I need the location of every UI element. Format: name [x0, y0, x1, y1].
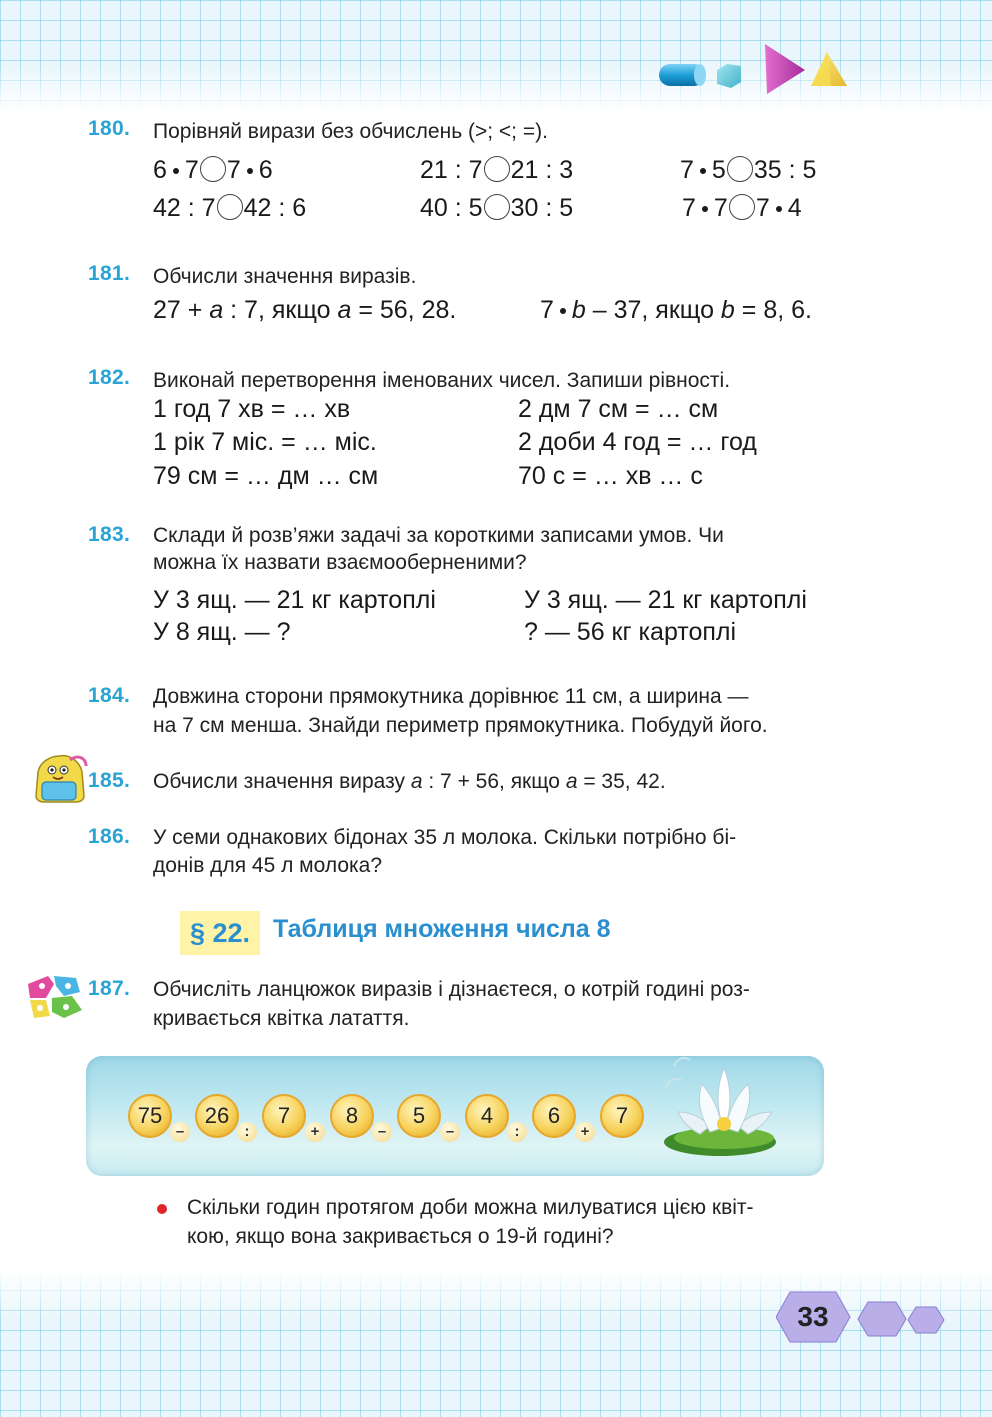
condition-left-2: У 8 ящ. — ? — [153, 618, 291, 646]
chain-number: 4 — [465, 1094, 509, 1138]
chain-operator: – — [372, 1122, 392, 1142]
expression-181-1: 27 + a : 7, якщо a = 56, 28. — [153, 296, 457, 324]
task-183-instruction-2: можна їх назвати взаємооберненими? — [153, 551, 527, 574]
multiply-dot — [173, 168, 179, 174]
chain-number: 8 — [330, 1094, 374, 1138]
task-number-183: 183. — [88, 523, 131, 546]
chain-number: 7 — [262, 1094, 306, 1138]
task-number-184: 184. — [88, 684, 131, 707]
conversion-right-2: 2 доби 4 год = … год — [518, 428, 757, 456]
comparison-180-5: 40 : 5 30 : 5 — [420, 194, 574, 222]
multiply-dot — [700, 168, 706, 174]
chain-operator: : — [237, 1122, 257, 1142]
multiply-dot — [776, 206, 782, 212]
compare-circle[interactable] — [484, 194, 510, 220]
compare-circle[interactable] — [200, 156, 226, 182]
task-number-186: 186. — [88, 825, 131, 848]
expression-181-2: 7 b – 37, якщо b = 8, 6. — [540, 296, 812, 324]
question-line-2: кою, якщо вона закривається о 19-й годині? — [187, 1225, 614, 1248]
bullet-point — [157, 1204, 167, 1214]
multiply-dot — [247, 168, 253, 174]
multiply-dot — [560, 308, 566, 314]
water-lily-icon — [660, 1046, 790, 1168]
task-186-line-2: донів для 45 л молока? — [153, 854, 383, 877]
compare-circle[interactable] — [484, 156, 510, 182]
comparison-180-2: 21 : 7 21 : 3 — [420, 156, 574, 184]
chain-operator: + — [575, 1122, 595, 1142]
task-number-181: 181. — [88, 262, 131, 285]
task-number-180: 180. — [88, 117, 131, 140]
task-180-instruction: Порівняй вирази без обчислень (>; <; =). — [153, 120, 548, 143]
chain-operator: – — [440, 1122, 460, 1142]
chain-number: 7 — [600, 1094, 644, 1138]
chain-number: 26 — [195, 1094, 239, 1138]
task-183-instruction-1: Склади й розв’яжи задачі за короткими записами умов. Чи — [153, 524, 724, 547]
comparison-180-1: 6 7 7 6 — [153, 156, 273, 184]
conversion-right-1: 2 дм 7 см = … см — [518, 395, 719, 423]
puzzle-group-work-icon — [24, 970, 86, 1022]
task-182-instruction: Виконай перетворення іменованих чисел. Запиши рівності. — [153, 369, 731, 392]
task-185-text: Обчисли значення виразу a : 7 + 56, якщо a = 35, 42. — [153, 770, 666, 793]
task-186-line-1: У семи однакових бідонах 35 л молока. Скільки потрібно бі- — [153, 826, 737, 849]
task-number-182: 182. — [88, 366, 131, 389]
chain-number: 75 — [128, 1094, 172, 1138]
chain-operator: : — [507, 1122, 527, 1142]
chain-number: 5 — [397, 1094, 441, 1138]
comparison-180-6: 7 7 7 4 — [682, 194, 802, 222]
chain-number: 6 — [532, 1094, 576, 1138]
task-184-line-2: на 7 см менша. Знайди периметр прямокутника. Побудуй його. — [153, 714, 768, 737]
task-number-185: 185. — [88, 769, 131, 792]
conversion-left-2: 1 рік 7 міс. = … міс. — [153, 428, 377, 456]
page-number: 33 — [797, 1301, 829, 1332]
question-line-1: Скільки годин протягом доби можна милуватися цією квіт- — [187, 1196, 754, 1219]
condition-right-1: У 3 ящ. — 21 кг картоплі — [524, 586, 807, 614]
condition-right-2: ? — 56 кг картоплі — [524, 618, 737, 646]
backpack-icon — [30, 752, 88, 804]
conversion-left-3: 79 см = … дм … см — [153, 462, 379, 490]
task-181-instruction: Обчисли значення виразів. — [153, 265, 417, 288]
multiply-dot — [702, 206, 708, 212]
comparison-180-3: 7 5 35 : 5 — [680, 156, 817, 184]
task-number-187: 187. — [88, 977, 131, 1000]
compare-circle[interactable] — [217, 194, 243, 220]
compare-circle[interactable] — [729, 194, 755, 220]
section-badge: § 22. — [180, 911, 260, 955]
task-187-line-1: Обчисліть ланцюжок виразів і дізнаєтеся, о котрій годині роз- — [153, 978, 750, 1001]
compare-circle[interactable] — [727, 156, 753, 182]
section-title: Таблиця множення числа 8 — [273, 915, 611, 943]
task-184-line-1: Довжина сторони прямокутника дорівнює 11 см, а ширина — — [153, 685, 749, 708]
chain-operator: + — [305, 1122, 325, 1142]
condition-left-1: У 3 ящ. — 21 кг картоплі — [153, 586, 436, 614]
shapes-decoration-icon — [655, 42, 850, 98]
conversion-right-3: 70 с = … хв … с — [518, 462, 703, 490]
chain-operator: – — [170, 1122, 190, 1142]
task-187-line-2: кривається квітка латаття. — [153, 1007, 410, 1030]
comparison-180-4: 42 : 7 42 : 6 — [153, 194, 307, 222]
conversion-left-1: 1 год 7 хв = … хв — [153, 395, 351, 423]
